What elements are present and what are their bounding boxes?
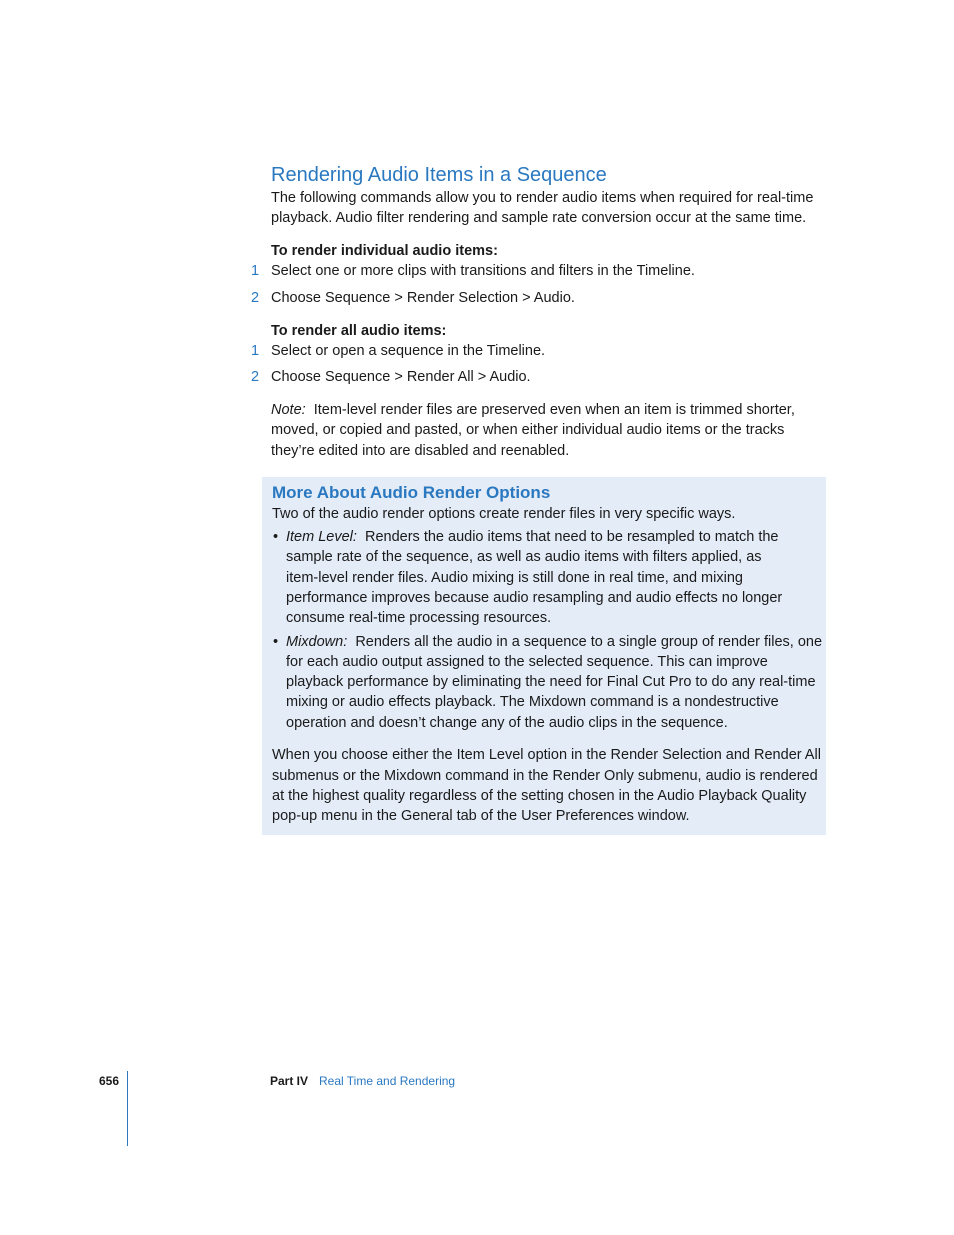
step-number: 1 <box>251 263 260 279</box>
step-number: 2 <box>251 369 260 385</box>
note-line-3: they’re edited into are disabled and reenabled. <box>271 443 570 459</box>
sidebar-title: More About Audio Render Options <box>272 483 551 502</box>
bullet-line: item-level render files. Audio mixing is still done in real time, and mixing <box>286 570 743 586</box>
bullet-line: operation and doesn’t change any of the audio clips in the sequence. <box>286 715 728 731</box>
bullet-line: performance improves because audio resampling and audio effects no longer <box>286 590 783 606</box>
step-text: Choose Sequence > Render All > Audio. <box>271 369 531 385</box>
footer-rule <box>127 1071 128 1146</box>
bullet-line: mixing or audio effects playback. The Mixdown command is a nondestructive <box>286 694 779 710</box>
procedure-individual-heading: To render individual audio items: <box>271 243 498 259</box>
bullet-line: sample rate of the sequence, as well as audio items with filters applied, as <box>286 549 762 565</box>
section-title: Rendering Audio Items in a Sequence <box>271 164 607 186</box>
bullet-term: Mixdown: <box>286 634 348 650</box>
bullet-text: Renders all the audio in a sequence to a single group of render files, one <box>355 634 823 650</box>
bullet-text: Renders the audio items that need to be resampled to match the <box>364 529 779 545</box>
procedure-all-heading: To render all audio items: <box>271 323 447 339</box>
bullet-line <box>286 527 778 547</box>
part-label: Part IV <box>270 1074 309 1088</box>
note-line-2: moved, or copied and pasted, or when either individual audio items or the tracks <box>271 422 785 438</box>
closing-line: submenus or the Mixdown command in the Render Only submenu, audio is rendered <box>272 768 818 784</box>
bullet-dot: • <box>273 529 279 545</box>
intro-line-1: The following commands allow you to render audio items when required for real-time <box>271 190 814 206</box>
closing-line: When you choose either the Item Level option in the Render Selection and Render All <box>272 747 821 763</box>
intro-line-2: playback. Audio filter rendering and sample rate conversion occur at the same time. <box>271 210 807 226</box>
closing-line: pop-up menu in the General tab of the User Preferences window. <box>272 808 690 824</box>
note-label: Note: <box>271 402 306 418</box>
bullet-line: playback performance by eliminating the need for Final Cut Pro to do any real-time <box>286 674 816 690</box>
note-line-1 <box>271 400 795 420</box>
closing-line: at the highest quality regardless of the setting chosen in the Audio Playback Quality <box>272 788 807 804</box>
step-text: Choose Sequence > Render Selection > Audio. <box>271 290 575 306</box>
bullet-dot: • <box>273 634 279 650</box>
bullet-line <box>286 632 822 652</box>
note-text: Item-level render files are preserved even when an item is trimmed shorter, <box>313 402 795 418</box>
step-number: 2 <box>251 290 260 306</box>
chapter-link[interactable]: Real Time and Rendering <box>319 1074 456 1088</box>
bullet-line: for each audio output assigned to the selected sequence. This can improve <box>286 654 768 670</box>
step-text: Select or open a sequence in the Timeline. <box>271 343 546 359</box>
bullet-line: consume real-time processing resources. <box>286 610 552 626</box>
page-number: 656 <box>99 1074 120 1088</box>
bullet-term: Item Level: <box>286 529 357 545</box>
sidebar-intro: Two of the audio render options create render files in very specific ways. <box>272 506 736 522</box>
step-number: 1 <box>251 343 260 359</box>
step-text: Select one or more clips with transitions and filters in the Timeline. <box>271 263 695 279</box>
